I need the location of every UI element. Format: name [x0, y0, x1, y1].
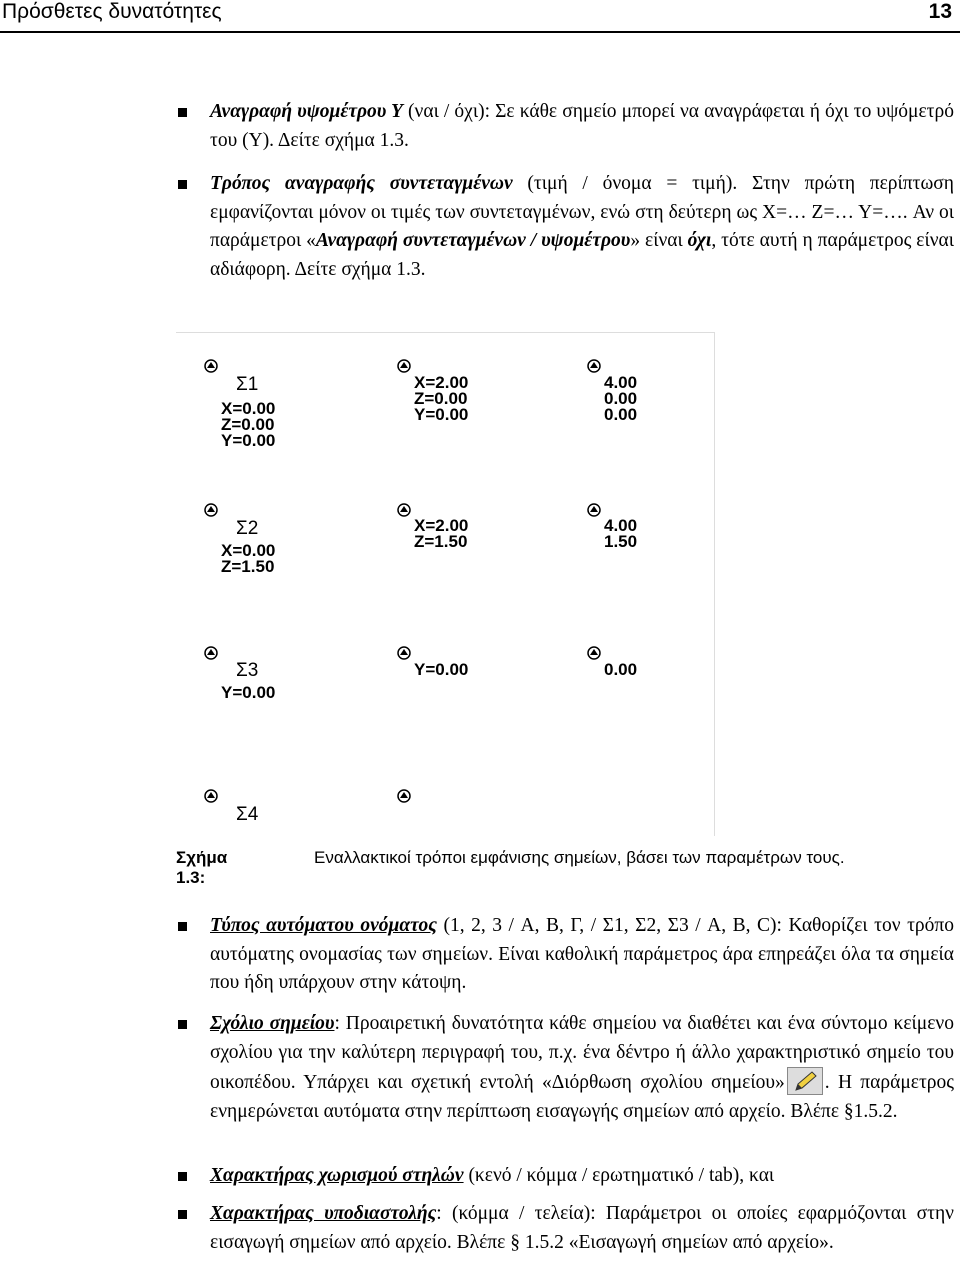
point-coord: Y=0.00	[414, 660, 469, 679]
term-point-comment: Σχόλιο σημείου	[210, 1013, 335, 1034]
term-elevation: Αναγραφή υψομέτρου Υ	[210, 101, 403, 122]
term-coordinates: Τρόπος αναγραφής συντεταγμένων	[210, 173, 513, 194]
survey-point-icon	[204, 789, 218, 803]
desc-coordinates-a: (τιμή / όνομα = τιμή). Στην πρώτη περίπτωση εμφανίζονται μόνον οι τιμές των συντεταγμένων, ενώ στη δεύτερη ως X=… Z=… Y=…. Αν οι παράμετροι «	[210, 173, 955, 251]
survey-point-icon	[204, 646, 218, 660]
page-number: 13	[928, 0, 952, 23]
desc-decimal-separator: : (κόμμα / τελεία): Παράμετροι οι οποίες εφαρμόζονται στην εισαγωγή σημείων από αρχείο. Βλέπε § 1.5.2 «Εισαγωγή σημείων από αρχείο».	[210, 1203, 954, 1253]
survey-point-icon	[204, 359, 218, 373]
point-coord: 4.00	[604, 373, 638, 392]
term-auto-name: Τύπος αυτόματου ονόματος	[210, 915, 437, 936]
point-coord: X=0.00	[221, 541, 276, 560]
point-name: Σ2	[236, 518, 259, 539]
survey-point-icon	[204, 503, 218, 517]
desc-coordinates-b: » είναι	[630, 230, 688, 251]
desc-auto-name: (1, 2, 3 / A, B, Γ, / Σ1, Σ2, Σ3 / A, B, C): Καθορίζει τον τρόπο αυτόματης ονομασίας των σημείων. Είναι καθολική παράμετρος άρα επηρεάζει όλα τα σημεία που ήδη υπάρχουν στην κάτοψη.	[210, 915, 954, 993]
point-coord: Y=0.00	[221, 431, 276, 450]
survey-point-icon	[397, 646, 411, 660]
edit-comment-pencil-icon[interactable]	[787, 1067, 823, 1095]
figure-points	[176, 332, 715, 836]
bullet-icon	[178, 922, 187, 931]
point-coord: 0.00	[604, 660, 638, 679]
term-decimal-separator: Χαρακτήρας υποδιαστολής	[210, 1203, 437, 1224]
page-header	[0, 0, 960, 34]
term-column-separator: Χαρακτήρας χωρισμού στηλών	[210, 1165, 464, 1186]
survey-point-icon	[587, 646, 601, 660]
desc-coordinates-c: , τότε αυτή η παράμετρος είναι αδιάφορη. Δείτε σχήμα 1.3.	[210, 230, 955, 280]
bullet-icon	[178, 180, 187, 189]
desc-coordinates-bold-b: όχι	[687, 230, 712, 251]
point-coord: 0.00	[604, 389, 638, 408]
point-coord: Y=0.00	[414, 405, 469, 424]
point-name: Σ3	[236, 660, 259, 681]
desc-point-comment-a: : Προαιρετική δυνατότητα κάθε σημείου να διαθέτει και ένα σύντομο κείμενο σχολίου για την καλύτερη περιγραφή του, π.χ. ένα δέντρο ή άλλο χαρακτηριστικό σημείο του οικοπέδου. Υπάρχει και σχετική εντολή «Διόρθωση σχολίου σημείου»	[210, 1013, 954, 1093]
bullet-icon	[178, 1210, 187, 1219]
point-name: Σ1	[236, 374, 259, 395]
desc-point-comment-b: . Η παράμετρος ενημερώνεται αυτόματα στην περίπτωση εισαγωγής σημείων από αρχείο. Βλέπε §1.5.2.	[210, 1072, 954, 1122]
bullet-icon	[178, 1172, 187, 1181]
point-coord: X=2.00	[414, 373, 469, 392]
point-coord: 0.00	[604, 405, 638, 424]
caption-number: Σχήμα 1.3:	[176, 848, 228, 887]
survey-point-icon	[397, 503, 411, 517]
point-coord: Z=0.00	[221, 415, 275, 434]
point-coord: Y=0.00	[221, 683, 276, 702]
bullet-icon	[178, 108, 187, 117]
point-coord: Z=1.50	[221, 557, 275, 576]
survey-point-icon	[587, 503, 601, 517]
caption-text: Εναλλακτικοί τρόποι εμφάνισης σημείων, βάσει των παραμέτρων τους.	[314, 848, 845, 867]
point-coord: 1.50	[604, 532, 638, 551]
point-coord: Z=1.50	[414, 532, 468, 551]
bullet-icon	[178, 1020, 187, 1029]
point-name: Σ4	[236, 804, 259, 825]
desc-column-separator: (κενό / κόμμα / ερωτηματικό / tab), και	[463, 1165, 775, 1186]
header-rule	[0, 31, 960, 33]
desc-elevation: (ναι / όχι): Σε κάθε σημείο μπορεί να αναγράφεται ή όχι το υψόμετρό του (Υ). Δείτε σχήμα 1.3.	[210, 101, 954, 151]
header-title: Πρόσθετες δυνατότητες	[2, 0, 222, 23]
point-coord: 4.00	[604, 516, 638, 535]
survey-point-icon	[397, 789, 411, 803]
survey-point-icon	[587, 359, 601, 373]
point-coord: Z=0.00	[414, 389, 468, 408]
survey-point-icon	[397, 359, 411, 373]
desc-coordinates-bold-a: Αναγραφή συντεταγμένων / υψομέτρου	[315, 230, 631, 251]
point-coord: X=2.00	[414, 516, 469, 535]
point-coord: X=0.00	[221, 399, 276, 418]
